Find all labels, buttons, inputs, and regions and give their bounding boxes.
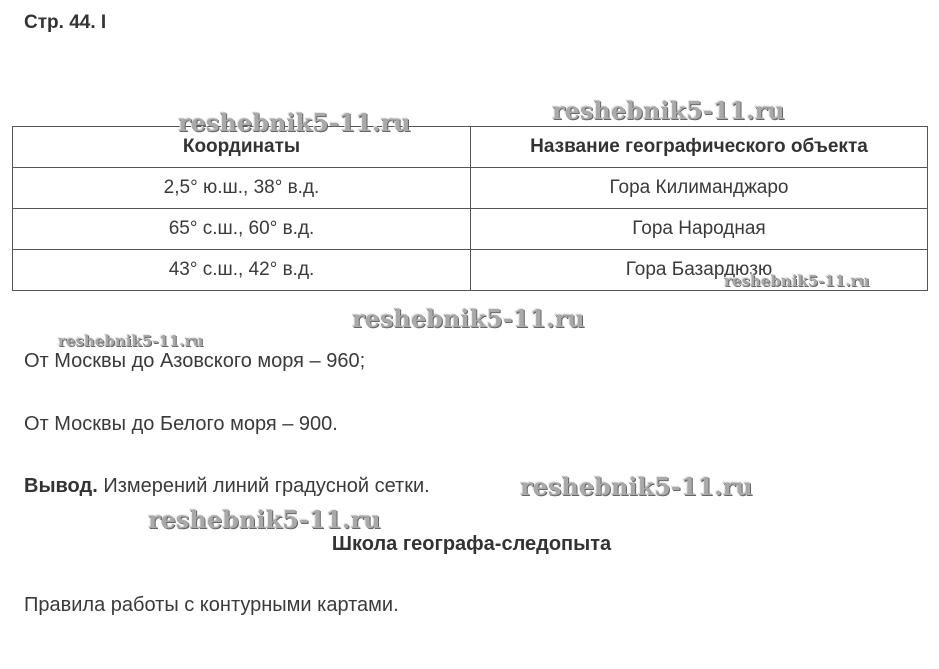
table-row (13, 168, 928, 209)
table-cell-coordinates: 2,5° ю.ш., 38° в.д. (13, 168, 471, 209)
contour-maps-paragraph: Правила работы с контурными картами. (24, 594, 399, 616)
coordinates-table (12, 126, 928, 291)
conclusion-label: Вывод. (24, 475, 98, 497)
watermark: reshebnik5-11.ru (148, 505, 381, 534)
table-row (13, 209, 928, 250)
watermark: reshebnik5-11.ru (552, 96, 785, 125)
watermark: reshebnik5-11.ru (520, 472, 753, 501)
page-heading: Стр. 44. I (24, 12, 107, 33)
conclusion-paragraph (24, 475, 430, 498)
column-header-coordinates: Координаты (13, 127, 471, 168)
table-header-row (13, 127, 928, 168)
table-cell-object-name: Гора Народная (471, 209, 928, 250)
distance-white-sea-paragraph: От Москвы до Белого моря – 900. (24, 413, 338, 435)
table-cell-object-name: Гора Базардюзю (471, 250, 928, 291)
table-cell-coordinates: 65° с.ш., 60° в.д. (13, 209, 471, 250)
distance-azov-paragraph: От Москвы до Азовского моря – 960; (24, 350, 366, 372)
table-cell-object-name: Гора Килиманджаро (471, 168, 928, 209)
watermark: reshebnik5-11.ru (352, 304, 585, 333)
watermark: reshebnik5-11.ru (58, 332, 204, 350)
conclusion-text: Измерений линий градусной сетки. (97, 475, 430, 497)
watermark: reshebnik5-11.ru (178, 108, 411, 137)
section-title: Школа географа-следопыта (331, 533, 612, 555)
table-cell-coordinates: 43° с.ш., 42° в.д. (13, 250, 471, 291)
column-header-object-name: Название географического объекта (471, 127, 928, 168)
watermark: reshebnik5-11.ru (724, 272, 870, 290)
